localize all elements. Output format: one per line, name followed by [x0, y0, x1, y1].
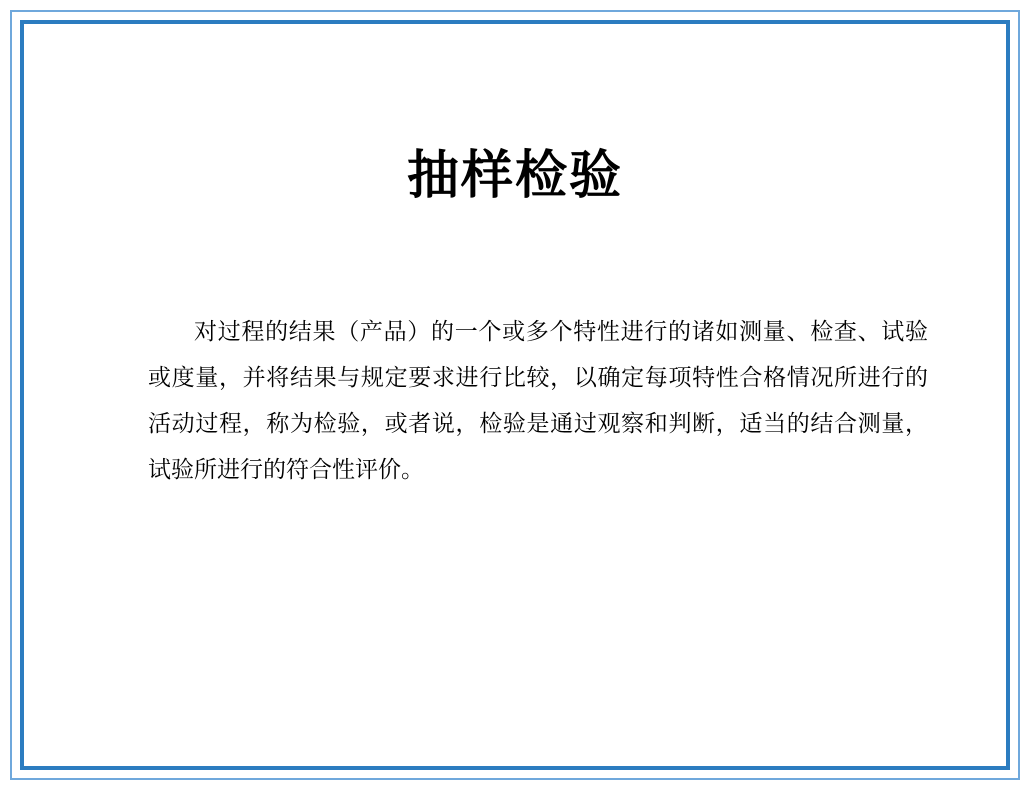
slide-content — [28, 28, 1002, 762]
page-title: 抽样检验 — [406, 148, 623, 205]
body-paragraph: 对过程的结果（产品）的一个或多个特性进行的诸如测量、检查、试验或度量，并将结果与规定要求进行比较，以确定每项特性合格情况所进行的活动过程，称为检验，或者说，检验是通过观察和判断，适当的结合测量，试验所进行的符合性评价。 — [148, 319, 928, 482]
